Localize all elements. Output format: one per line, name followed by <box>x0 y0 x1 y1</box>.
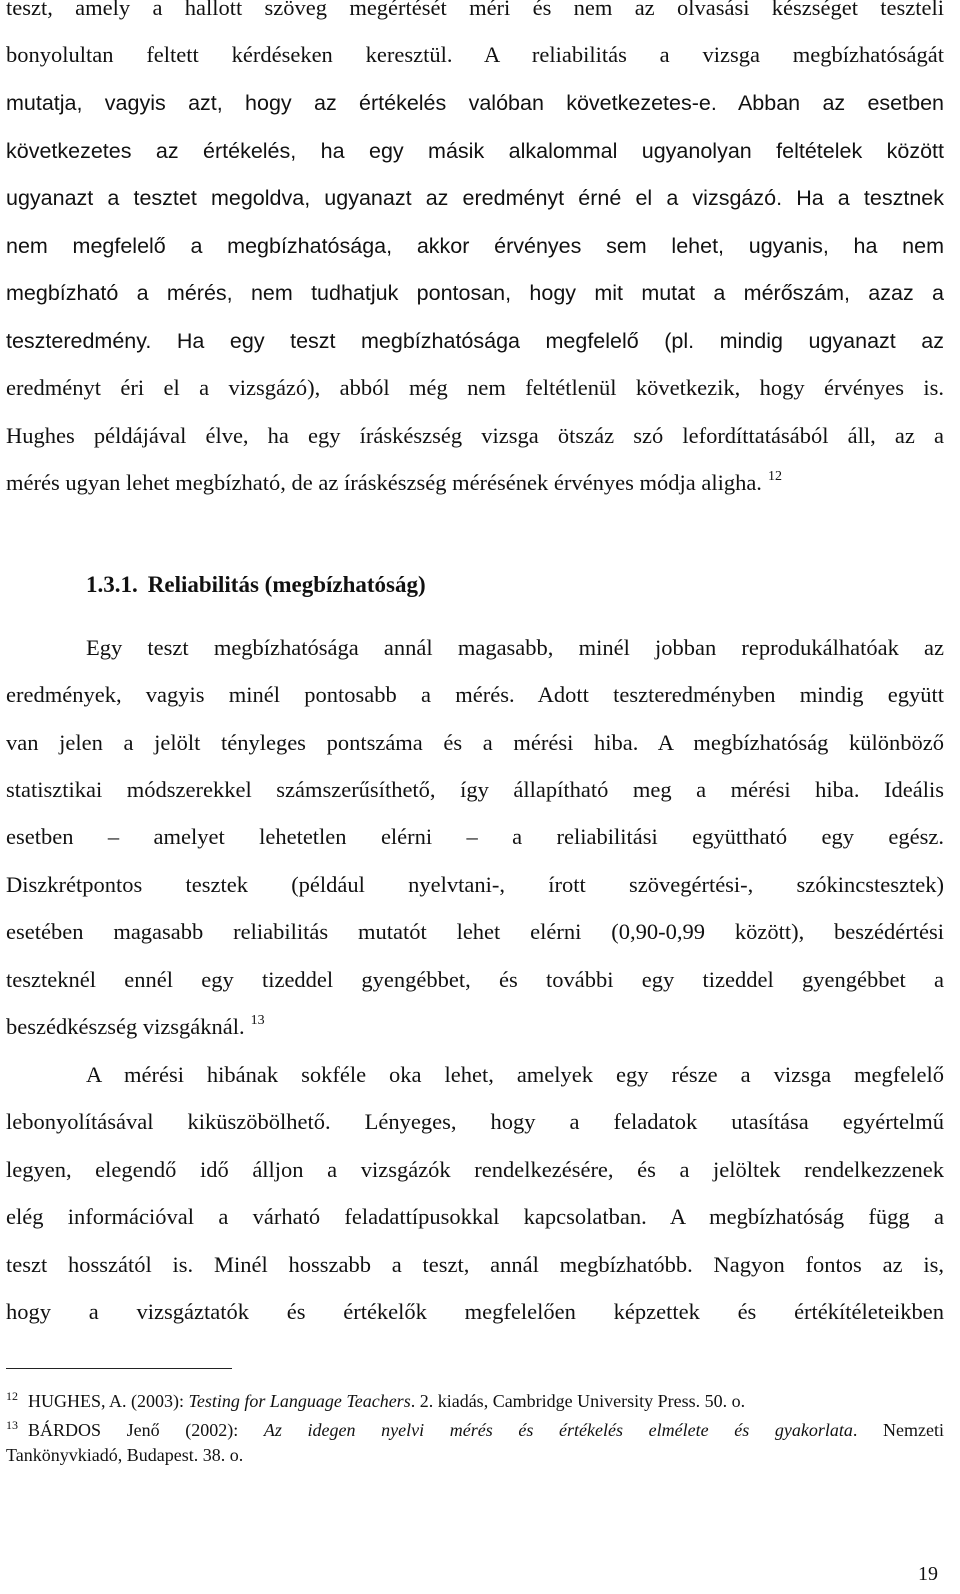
footnote-number: 13 <box>6 1418 18 1432</box>
section-number: 1.3.1. <box>86 572 138 597</box>
text-line <box>6 1013 944 1041</box>
footnote-13 <box>6 1419 944 1441</box>
text-line: elég információval a várható feladattípusokkal kapcsolatban. A megbízhatóság függ a <box>6 1204 944 1229</box>
text-line: következetes az értékelés, ha egy másik alkalommal ugyanolyan feltételek között <box>6 139 944 163</box>
text-line: van jelen a jelölt tényleges pontszáma és a mérési hiba. A megbízhatóság különböző <box>6 730 944 755</box>
footnote-text: . Nemzeti <box>852 1420 944 1440</box>
text-line: bonyolultan feltett kérdéseken keresztül. A reliabilitás a vizsga megbízhatóságát <box>6 42 944 67</box>
text-line: megbízható a mérés, nem tudhatjuk pontosan, hogy mit mutat a mérőszám, azaz a <box>6 281 944 305</box>
text-line: hogy a vizsgáztatók és értékelők megfelelően képzettek és értékítéleteikben <box>6 1299 944 1324</box>
text-line: Hughes példájával élve, ha egy íráskészség vizsga ötszáz szó lefordíttatásából áll, az a <box>6 423 944 448</box>
text-span: Ha a tesztnek <box>796 186 944 210</box>
text-line: legyen, elegendő idő álljon a vizsgázók rendelkezésére, és a jelöltek rendelkezzenek <box>6 1157 944 1182</box>
text-line: nem megfelelő a megbízhatósága, akkor érvényes sem lehet, ugyanis, ha nem <box>6 234 944 258</box>
footnote-reference[interactable]: 12 <box>767 469 782 484</box>
text-span: beszédkészség vizsgáknál. <box>6 1014 245 1039</box>
footnote-12 <box>6 1390 944 1412</box>
footnote-reference[interactable]: 13 <box>250 1013 265 1028</box>
text-line: teszteknél ennél egy tizeddel gyengébbet, és további egy tizeddel gyengébbet a <box>6 967 944 992</box>
text-line: eredményt éri el a vizsgázó), abból még nem feltétlenül következik, hogy érvényes is. <box>6 375 944 400</box>
footnote-text: BÁRDOS Jenő (2002): <box>28 1420 264 1440</box>
text-span: ugyanazt a tesztet megoldva, ugyanazt az eredményt érné el a vizsgázó. <box>6 186 783 210</box>
footnote-book-title: Az idegen nyelvi mérés és értékelés elmélete és gyakorlata <box>263 1420 853 1440</box>
text-line: teszt hosszától is. Minél hosszabb a teszt, annál megbízhatóbb. Nagyon fontos az is, <box>6 1252 944 1277</box>
page-number: 19 <box>918 1563 938 1585</box>
text-line: eredmények, vagyis minél pontosabb a mérés. Adott teszteredményben mindig együtt <box>6 682 944 707</box>
text-span: mutatja, vagyis azt, hogy az értékelés valóban következetes-e. <box>6 91 717 115</box>
text-line: Egy teszt megbízhatósága annál magasabb, minél jobban reprodukálhatóak az <box>86 635 944 660</box>
text-line <box>6 184 944 212</box>
text-line: statisztikai módszerekkel számszerűsíthető, így állapítható meg a mérési hiba. Ideális <box>6 777 944 802</box>
text-span: Abban az esetben <box>737 91 944 115</box>
text-line <box>6 469 944 497</box>
text-line: esetben – amelyet lehetetlen elérni – a reliabilitási együttható egy egész. <box>6 824 944 849</box>
footnote-text: . 2. kiadás, Cambridge University Press. 50. o. <box>410 1391 746 1411</box>
footnote-13-continuation: Tankönyvkiadó, Budapest. 38. o. <box>6 1445 244 1465</box>
text-line: teszt, amely a hallott szöveg megértését méri és nem az olvasási készséget teszteli <box>6 0 944 20</box>
footnote-text: HUGHES, A. (2003): <box>28 1391 189 1411</box>
text-line: A mérési hibának sokféle oka lehet, amelyek egy része a vizsga megfelelő <box>86 1062 944 1087</box>
text-line: esetében magasabb reliabilitás mutatót lehet elérni (0,90-0,99 között), beszédértési <box>6 919 944 944</box>
text-span: mérés ugyan lehet megbízható, de az íráskészség mérésének érvényes módja aligha. <box>6 470 762 495</box>
text-line: Diszkrétpontos tesztek (például nyelvtani-, írott szövegértési-, szókincstesztek) <box>6 872 944 897</box>
section-title: Reliabilitás (megbízhatóság) <box>147 572 426 597</box>
text-line <box>6 89 944 117</box>
footnote-book-title: Testing for Language Teachers <box>188 1391 411 1411</box>
footnote-separator <box>6 1368 232 1369</box>
section-heading <box>86 570 426 600</box>
footnote-number: 12 <box>6 1389 18 1403</box>
text-line: lebonyolításával kiküszöbölhető. Lényeges, hogy a feladatok utasítása egyértelmű <box>6 1109 944 1134</box>
text-line: teszteredmény. Ha egy teszt megbízhatósága megfelelő (pl. mindig ugyanazt az <box>6 329 944 353</box>
